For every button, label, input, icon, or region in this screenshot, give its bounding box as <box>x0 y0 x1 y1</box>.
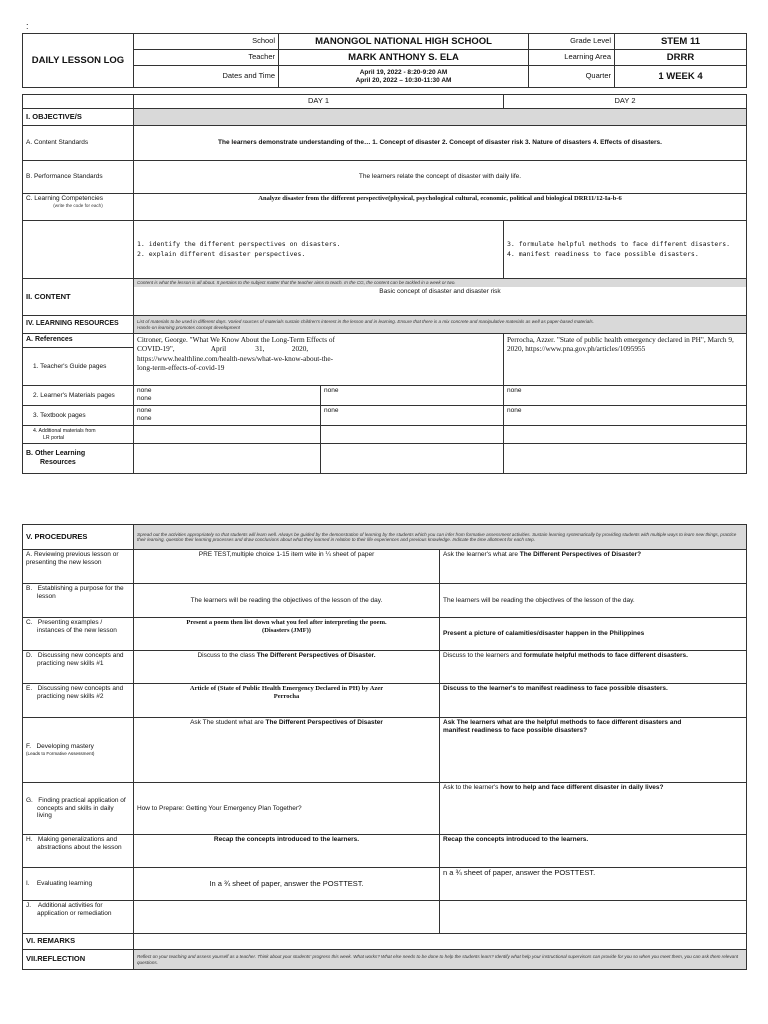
textbook-label: 3. Textbook pages <box>23 406 134 426</box>
objectives-day-2: 3. formulate helpful methods to face different disasters. 4. manifest readiness to face possible disasters. <box>504 221 747 279</box>
procedure-b-label: B. Establishing a purpose for the lesson <box>23 584 134 618</box>
grade-label: Grade Level <box>529 34 615 50</box>
other-resources-label: B. Other Learning Resources <box>23 444 134 474</box>
content-note: Content is what the lesson is all about. It pertains to the subject matter that the teacher aims to teach. In the CG, the content can be tackled in a week or two. <box>134 279 746 287</box>
textbook-day-1: none none <box>134 406 321 426</box>
procedure-a-day-1: PRE TEST,multiple choice 1-15 item wite in ¼ sheet of paper <box>134 550 440 584</box>
procedure-d-day-2: Discuss to the learners and formulate helpful methods to face different disasters. <box>440 651 747 684</box>
procedure-f-label: F. Developing mastery (Leads to Formative Assessment) <box>23 718 134 783</box>
objectives-day-1: 1. identify the different perspectives on disasters. 2. explain different disaster perspectives. <box>134 221 504 279</box>
procedures-table <box>22 524 747 970</box>
content-text: Basic concept of disaster and disaster risk <box>379 287 501 295</box>
learning-area: DRRR <box>615 50 747 66</box>
learners-day-1: none none <box>134 386 321 406</box>
procedure-i-day-1: In a ¾ sheet of paper, answer the POSTTEST. <box>134 868 440 901</box>
corner-mark: : <box>26 21 29 31</box>
procedure-e-label: E. Discussing new concepts and practicing new skills #2 <box>23 684 134 718</box>
procedure-j-label: J. Additional activities for application or remediation <box>23 901 134 934</box>
procedure-g-day-1: How to Prepare: Getting Your Emergency Plan Together? <box>134 783 440 835</box>
day-1-header: DAY 1 <box>134 95 504 109</box>
additional-materials-label: 4. Additional materials from LR portal <box>23 426 134 444</box>
content-heading: II. CONTENT <box>23 279 134 316</box>
quarter-label: Quarter <box>529 66 615 88</box>
textbook-day-1b: none <box>321 406 504 426</box>
textbook-day-2: none <box>504 406 747 426</box>
procedure-b-day-2: The learners will be reading the objectives of the lesson of the day. <box>440 584 747 618</box>
dates-time <box>279 66 529 88</box>
procedure-c-label: C. Presenting examples / instances of the new lesson <box>23 618 134 651</box>
header-table <box>22 33 747 88</box>
procedure-d-label: D. Discussing new concepts and practicing new skills #1 <box>23 651 134 684</box>
area-label: Learning Area <box>529 50 615 66</box>
day-2-header: DAY 2 <box>504 95 747 109</box>
grade-level: STEM 11 <box>615 34 747 50</box>
teacher-name: MARK ANTHONY S. ELA <box>279 50 529 66</box>
performance-standards-text: The learners relate the concept of disaster with daily life. <box>134 161 747 194</box>
procedure-i-day-2: n a ¾ sheet of paper, answer the POSTTEST. <box>440 868 747 901</box>
dates-line-2: April 20, 2022 – 10:30-11:30 AM <box>355 76 452 84</box>
procedure-c-day-2: Present a picture of calamities/disaster happen in the Philippines <box>440 618 747 651</box>
learning-resources-note: List of materials to be used in different days. Varied sources of materials sustain children's interest in the lesson and in learning. Ensure that there is a mix concrete and manipulative materials as well as paper-based materials. Hands-on learning promotes concept development <box>134 316 747 334</box>
procedure-g-label: G. Finding practical application of concepts and skills in daily living <box>23 783 134 835</box>
quarter-value: 1 WEEK 4 <box>615 66 747 88</box>
log-title: DAILY LESSON LOG <box>23 34 134 88</box>
procedure-f-day-2: Ask The learners what are the helpful methods to face different disasters and manifest readiness to face possible disasters? <box>440 718 747 783</box>
procedure-a-day-2: Ask the learner's what are The Different Perspectives of Disaster? <box>440 550 747 584</box>
learners-materials-label: 2. Learner's Materials pages <box>23 386 134 406</box>
teachers-guide-label: 1. Teacher's Guide pages <box>23 348 134 386</box>
content-standards-label: A. Content Standards <box>23 126 134 161</box>
dates-label: Dates and Time <box>134 66 279 88</box>
references-label: A. References <box>23 334 134 348</box>
procedure-e-day-2: Discuss to the learner's to manifest readiness to face possible disasters. <box>440 684 747 718</box>
learning-resources-heading: IV. LEARNING RESOURCES <box>23 316 134 334</box>
remarks-cell <box>134 934 747 950</box>
objectives-heading: I. OBJECTIVE/S <box>23 109 134 126</box>
procedures-heading: V. PROCEDURES <box>23 525 134 550</box>
learners-day-1b: none <box>321 386 504 406</box>
learners-day-2: none <box>504 386 747 406</box>
procedure-h-day-2: Recap the concepts introduced to the learners. <box>440 835 747 868</box>
procedures-note: Spread out the activities appropriately so that students will learn well. Always be guided by the demonstration of learning by the students which you can infer from formative assessment activities. Sustain learning systematically by providing students with multiple ways to learn new things, practice their learning, question their learning processes and draw conclusions about what they learned in relation to their life experiences and previous knowledge. Indicate the time allotment for each step. <box>134 525 747 550</box>
procedure-g-day-2: Ask to the learner's how to help and face different disaster in daily lives? <box>440 783 747 835</box>
procedure-h-label: H. Making generalizations and abstractions about the lesson <box>23 835 134 868</box>
remarks-heading: VI. REMARKS <box>23 934 134 950</box>
teacher-label: Teacher <box>134 50 279 66</box>
content-standards-text: The learners demonstrate understanding of the… 1. Concept of disaster 2. Concept of disaster risk 3. Nature of disasters 4. Effects of disasters. <box>134 126 747 161</box>
procedure-f-day-1: Ask The student what are The Different Perspectives of Disaster <box>134 718 440 783</box>
procedure-a-label: A. Reviewing previous lesson or presenting the new lesson <box>23 550 134 584</box>
reference-day-1: Citroner, George. "What We Know About the Long-Term Effects of COVID-19", April 31, 2020, https://www.healthline.com/health-news/what-we-know-about-the- long-term-effects-of-covid-19 <box>134 334 504 386</box>
content-cell <box>134 279 747 316</box>
school-label: School <box>134 34 279 50</box>
procedure-c-day-1: Present a poem then list down what you feel after interpreting the poem. (Disasters (JMF)) <box>134 618 440 651</box>
learning-competencies-label: C. Learning Competencies (write the code for each) <box>23 194 134 221</box>
procedure-h-day-1: Recap the concepts introduced to the learners. <box>134 835 440 868</box>
procedure-d-day-1: Discuss to the class The Different Perspectives of Disaster. <box>134 651 440 684</box>
procedure-b-day-1: The learners will be reading the objectives of the lesson of the day. <box>134 584 440 618</box>
reflection-note: Reflect on your teaching and assess yourself as a teacher. Think about your students' progress this week. What works? What else needs to be done to help the students learn? Identify what help your instructional supervisors can provide for you so when you meet them, you can ask them relevant questions. <box>134 950 747 970</box>
performance-standards-label: B. Performance Standards <box>23 161 134 194</box>
procedure-i-label: I. Evaluating learning <box>23 868 134 901</box>
procedure-e-day-1: Article of (State of Public Health Emergency Declared in PH) by Azer Perrocha <box>134 684 440 718</box>
reflection-heading: VII.REFLECTION <box>23 950 134 970</box>
learning-competencies-text: Analyze disaster from the different perspective(physical, psychological cultural, economic, political and biological DRR11/12-Ia-b-6 <box>134 194 747 221</box>
school-name: MANONGOL NATIONAL HIGH SCHOOL <box>279 34 529 50</box>
lesson-table <box>22 94 747 474</box>
reference-day-2: Perrocha, Azzer. "State of public health emergency declared in PH", March 9, 2020, https://www.pna.gov.ph/articles/1095955 <box>504 334 747 386</box>
dates-line-1: April 19, 2022 - 8:20-9:20 AM <box>359 69 448 77</box>
